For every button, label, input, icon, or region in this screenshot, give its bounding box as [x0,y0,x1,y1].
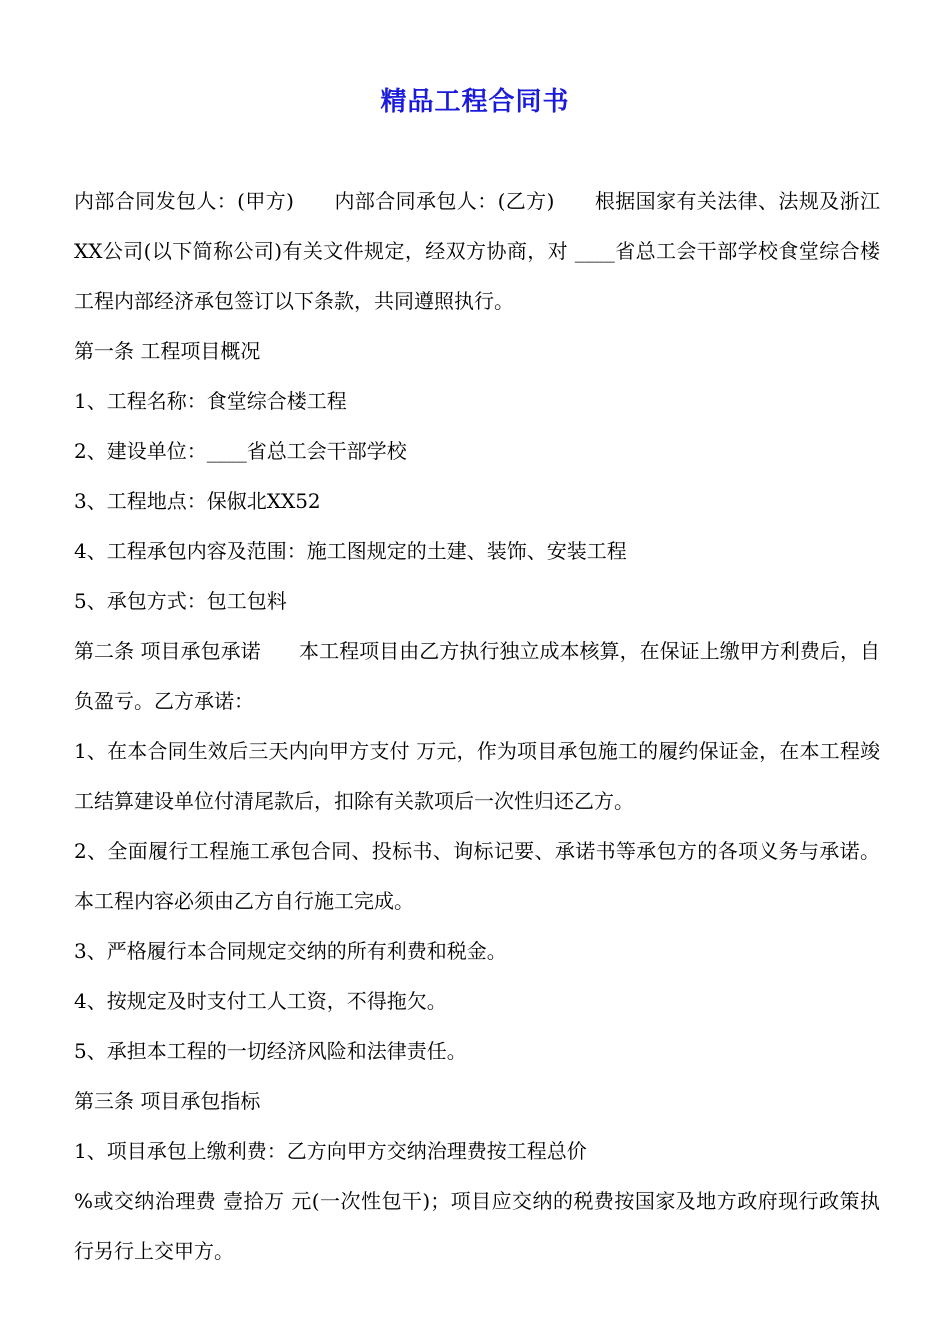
article-1-item-4: 4、工程承包内容及范围：施工图规定的土建、装饰、安装工程 [74,539,627,563]
article-1-item-3: 3、工程地点：保俶北XX52 [74,489,321,513]
article-1-heading: 第一条 工程项目概况 [74,339,261,363]
intro-paragraph: 内部合同发包人：(甲方) 内部合同承包人：(乙方) 根据国家有关法律、法规及浙江XX公司(以下简称公司)有关文件规定，经双方协商，对 ____省总工会干部学校食堂综合楼工程内部经济承包签订以下条款，共同遵照执行。 [74,189,880,313]
article-1-item-5: 5、承包方式：包工包料 [74,589,287,613]
document-body [74,176,880,1276]
article-2-item-2: 2、全面履行工程施工承包合同、投标书、询标记要、承诺书等承包方的各项义务与承诺。本工程内容必须由乙方自行施工完成。 [74,839,880,913]
article-1-item-1: 1、工程名称：食堂综合楼工程 [74,389,347,413]
article-2-item-1: 1、在本合同生效后三天内向甲方支付 万元，作为项目承包施工的履约保证金，在本工程竣工结算建设单位付清尾款后，扣除有关款项后一次性归还乙方。 [74,739,880,813]
article-3-item-1-continued: %或交纳治理费 壹拾万 元(一次性包干)；项目应交纳的税费按国家及地方政府现行政策执行另行上交甲方。 [74,1189,880,1263]
article-3-item-1: 1、项目承包上缴利费：乙方向甲方交纳治理费按工程总价 [74,1139,587,1163]
article-2-item-5: 5、承担本工程的一切经济风险和法律责任。 [74,1039,467,1063]
article-2-heading: 第二条 项目承包承诺 本工程项目由乙方执行独立成本核算，在保证上缴甲方利费后，自负盈亏。乙方承诺： [74,639,880,713]
article-1-item-2: 2、建设单位：____省总工会干部学校 [74,439,407,463]
article-3-heading: 第三条 项目承包指标 [74,1089,261,1113]
article-2-item-4: 4、按规定及时支付工人工资，不得拖欠。 [74,989,447,1013]
document-title: 精品工程合同书 [380,87,570,117]
article-2-item-3: 3、严格履行本合同规定交纳的所有利费和税金。 [74,939,507,963]
